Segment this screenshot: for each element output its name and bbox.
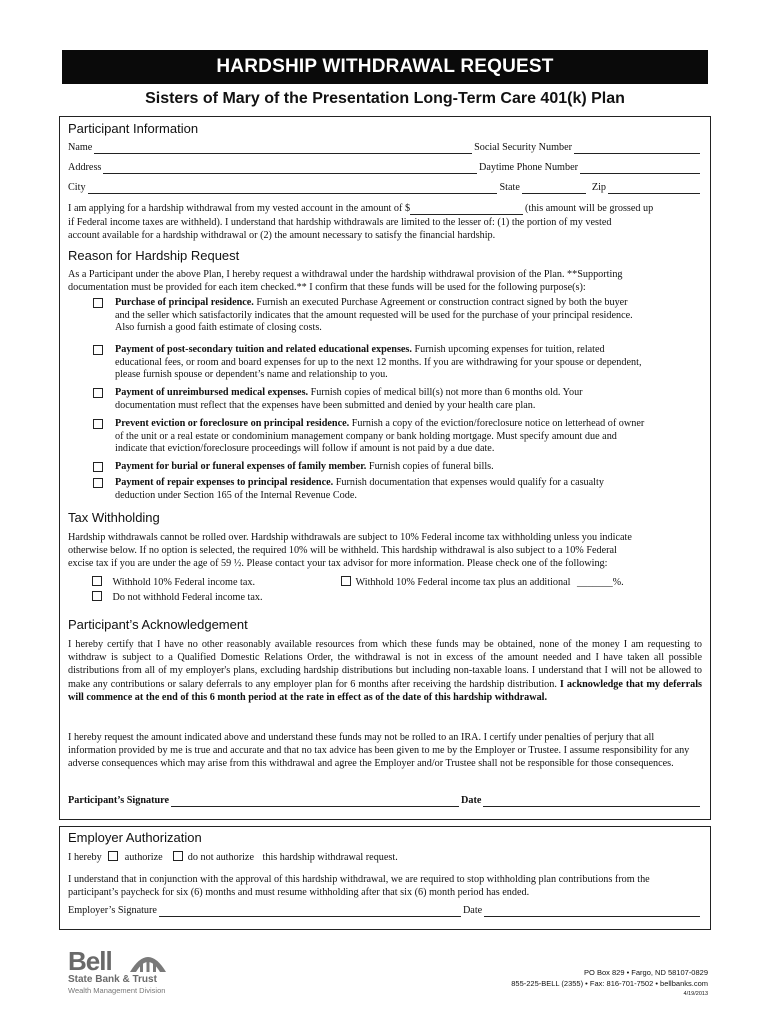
no-withhold-checkbox[interactable] xyxy=(92,591,102,601)
tax-line-2: otherwise below. If no option is selected, the required 10% will be withheld. This hardship withdrawal is also subject to a 10% Federal xyxy=(68,545,617,556)
reason-intro-1: As a Participant under the above Plan, I hereby request a withdrawal under the hardship withdrawal provision of the Plan. **Supporting xyxy=(68,269,623,280)
option-text: deduction under Section 165 of the Internal Revenue Code. xyxy=(115,489,357,501)
amount-row xyxy=(68,203,702,215)
option-text: educational fees, or room and board expenses for up to the next 12 months. If you are withdrawing for your spouse or dependent, xyxy=(115,356,642,368)
city-label: City xyxy=(68,182,86,193)
state-label: State xyxy=(499,182,520,193)
option-text: of the unit or a real estate or condominium management company or bank holding mortgage. Must specify amount due and xyxy=(115,430,617,442)
option-text: Furnish upcoming expenses for tuition, related xyxy=(411,344,605,355)
option-title: Payment of repair expenses to principal residence. xyxy=(115,477,334,488)
option-title: Payment for burial or funeral expenses of family member. xyxy=(115,461,367,472)
employer-date-label: Date xyxy=(462,905,483,916)
logo-line-3: Wealth Management Division xyxy=(68,986,166,995)
medical-checkbox[interactable] xyxy=(93,388,103,398)
option-label: Withhold 10% Federal income tax plus an additional xyxy=(355,577,571,588)
participant-info-heading: Participant Information xyxy=(68,121,199,136)
amount-text: I am applying for a hardship withdrawal from my vested account in the amount of $ xyxy=(68,203,411,214)
participant-date-label: Date xyxy=(461,795,482,806)
logo-line-2: State Bank & Trust xyxy=(68,974,157,985)
phone-field[interactable] xyxy=(580,163,700,174)
employer-signature-label: Employer’s Signature xyxy=(68,905,157,916)
ssn-field[interactable] xyxy=(574,143,700,154)
reason-heading: Reason for Hardship Request xyxy=(68,248,240,263)
participant-signature-row xyxy=(68,795,702,807)
employer-paragraph: I understand that in conjunction with the approval of this hardship withdrawal, we are required to stop withholding plan contributions from the participant’s paycheck for six (6) months and must resume withholding after that six (6) month period has ended. xyxy=(68,874,650,898)
reason-option-medical xyxy=(115,387,692,412)
tax-line-3: excise tax if you are under the age of 59 ½. Please contact your tax advisor for more information. Please check one of the following: xyxy=(68,558,608,569)
option-label: Withhold 10% Federal income tax. xyxy=(112,577,256,588)
phone-label: Daytime Phone Number xyxy=(478,162,578,173)
option-text: Also furnish a good faith estimate of closing costs. xyxy=(115,322,322,333)
not-authorize-checkbox[interactable] xyxy=(173,851,183,861)
ack-heading: Participant’s Acknowledgement xyxy=(68,617,248,632)
footer-date: 4/19/2013 xyxy=(683,991,708,997)
participant-date-field[interactable] xyxy=(483,796,700,807)
tax-option-no-withhold xyxy=(92,591,263,603)
bell-logo xyxy=(68,948,178,998)
name-row xyxy=(68,142,702,154)
ssn-label: Social Security Number xyxy=(474,142,572,153)
not-authorize-label: do not authorize xyxy=(187,852,254,863)
option-text: please furnish spouse or dependent’s name and relationship to you. xyxy=(115,369,388,380)
option-text: Furnish copies of medical bill(s) not more than 6 months old. Your xyxy=(308,387,583,398)
employer-heading: Employer Authorization xyxy=(68,830,202,845)
request-text: this hardship withdrawal request. xyxy=(262,852,398,863)
form-title: HARDSHIP WITHDRAWAL REQUEST xyxy=(62,50,708,84)
option-title: Payment of post-secondary tuition and related educational expenses. xyxy=(115,344,412,355)
option-text: Furnish a copy of the eviction/foreclosure notice on letterhead of owner xyxy=(349,418,645,429)
state-field[interactable] xyxy=(522,183,586,194)
amount-field[interactable] xyxy=(410,204,523,215)
reason-option-funeral xyxy=(115,461,692,474)
tax-line-1: Hardship withdrawals cannot be rolled over. Hardship withdrawals are subject to 10% Federal income tax withholding unless you indicate xyxy=(68,532,632,543)
option-text: Furnish copies of funeral bills. xyxy=(366,461,494,472)
city-row xyxy=(68,182,702,194)
zip-label: Zip xyxy=(591,182,606,193)
authorize-checkbox[interactable] xyxy=(108,851,118,861)
option-title: Purchase of principal residence. xyxy=(115,297,254,308)
authorize-row xyxy=(68,851,398,863)
city-field[interactable] xyxy=(88,183,498,194)
ack-bold-text: I acknowledge that my deferrals will commence at the end of this 6 month period at the rate in effect as of the date of this hardship withdrawal. xyxy=(68,678,702,703)
footer-address: PO Box 829 • Fargo, ND 58107-0829 xyxy=(584,968,708,977)
option-text: indicate that eviction/foreclosure proceedings will follow if amount is not paid by a due date. xyxy=(115,443,495,454)
repair-checkbox[interactable] xyxy=(93,478,103,488)
reason-option-repair xyxy=(115,477,692,502)
tax-option-withhold-10 xyxy=(92,576,255,588)
participant-signature-field[interactable] xyxy=(171,796,459,807)
withhold-10-checkbox[interactable] xyxy=(92,576,102,586)
option-text: documentation must reflect that the expenses have been submitted and denied by your health care plan. xyxy=(115,399,536,411)
additional-percent-field[interactable]: _______%. xyxy=(577,577,624,588)
residence-checkbox[interactable] xyxy=(93,298,103,308)
withhold-additional-checkbox[interactable] xyxy=(341,576,351,586)
funeral-checkbox[interactable] xyxy=(93,462,103,472)
reason-option-tuition xyxy=(115,344,692,382)
option-text: Furnish an executed Purchase Agreement or construction contract signed by both the buyer xyxy=(253,297,628,308)
authorize-label: authorize xyxy=(124,852,163,863)
tax-option-withhold-additional xyxy=(341,576,624,588)
name-field[interactable] xyxy=(94,143,472,154)
plan-subtitle: Sisters of Mary of the Presentation Long-Term Care 401(k) Plan xyxy=(145,90,625,107)
address-field[interactable] xyxy=(103,163,477,174)
logo-word: Bell xyxy=(68,946,112,976)
reason-intro-2: documentation must be provided for each item checked.** I confirm that these funds will be used for the following purpose(s): xyxy=(68,282,586,293)
zip-field[interactable] xyxy=(608,183,700,194)
ack-paragraph-1 xyxy=(68,638,702,704)
option-text: and the seller which satisfactorily indicates that the amount requested will be used for the purchase of your principal residence. xyxy=(115,309,633,321)
amount-line-2: if Federal income taxes are withheld). I understand that hardship withdrawals are limited to the lesser of: (1) the portion of my vested xyxy=(68,217,612,228)
amount-line-3: account available for a hardship withdrawal or (2) the amount necessary to satisfy the financial hardship. xyxy=(68,230,496,241)
address-label: Address xyxy=(68,162,102,173)
eviction-checkbox[interactable] xyxy=(93,419,103,429)
amount-text-post: (this amount will be grossed up xyxy=(525,203,654,214)
hereby-text: I hereby xyxy=(68,852,102,863)
participant-signature-label: Participant’s Signature xyxy=(68,795,170,806)
bell-building-icon xyxy=(126,948,170,974)
reason-option-residence xyxy=(115,297,692,335)
tax-heading: Tax Withholding xyxy=(68,510,160,525)
reason-option-eviction xyxy=(115,418,692,456)
footer-contact: 855-225-BELL (2355) • Fax: 816-701-7502 • bellbanks.com xyxy=(511,979,708,988)
option-label: Do not withhold Federal income tax. xyxy=(112,592,263,603)
option-title: Payment of unreimbursed medical expenses. xyxy=(115,387,309,398)
option-title: Prevent eviction or foreclosure on principal residence. xyxy=(115,418,350,429)
employer-signature-field[interactable] xyxy=(159,906,461,917)
tuition-checkbox[interactable] xyxy=(93,345,103,355)
employer-box xyxy=(59,826,711,930)
name-label: Name xyxy=(68,142,93,153)
employer-signature-row xyxy=(68,905,702,917)
ack-paragraph-2: I hereby request the amount indicated above and understand these funds may not be rolled to an IRA. I certify under penalties of perjury that all information provided by me is true and accurate and that no tax advice has been given to me by the Employer or Trustee. I assume responsibility for any adverse consequences which may arise from this withdrawal and agree the Employer and/or Trustee shall not be responsible for those consequences. xyxy=(68,732,690,769)
ack-text: I hereby certify that I have no other reasonably available resources from which these funds may be obtained, none of the money I am requesting to withdraw is subject to a Qualified Domestic Relations Order, the withdrawal is not in excess of the amount needed and I have taken all possible distributions from all of my employer's plans, excluding hardship distributions but including non-taxable loans. I understand that I will not be allowed to make any contributions or salary deferrals to any employer plan for 6 months after receiving the hardship distribution. xyxy=(68,639,702,690)
employer-date-field[interactable] xyxy=(484,906,700,917)
option-text: Furnish documentation that expenses would qualify for a casualty xyxy=(333,477,604,488)
main-form-box xyxy=(59,116,711,820)
address-row xyxy=(68,162,702,174)
